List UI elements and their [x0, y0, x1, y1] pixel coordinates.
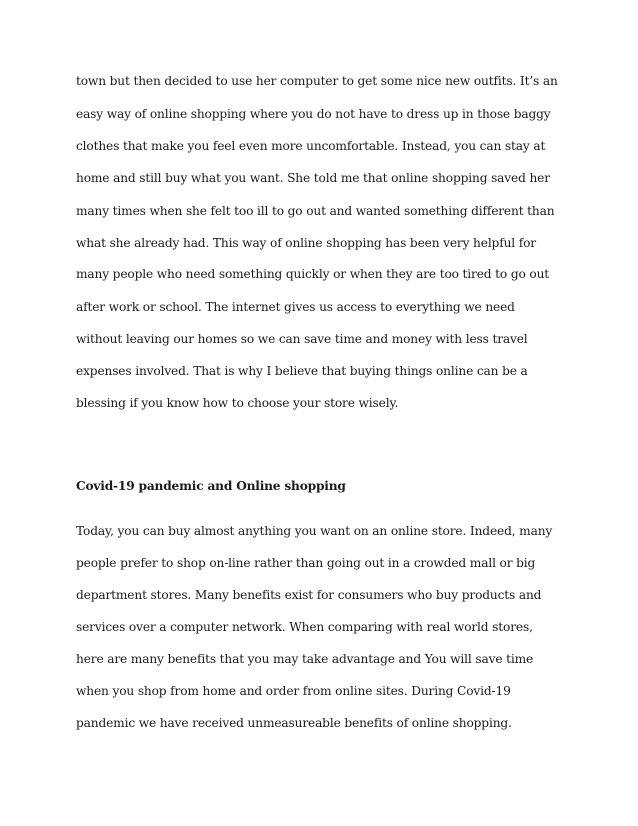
paragraph-1-line-5: many times when she felt too ill to go out and wanted something different than: [76, 204, 555, 218]
paragraph-1-line-9: without leaving our homes so we can save time and money with less travel: [76, 332, 528, 346]
paragraph-1-line-6: what she already had. This way of online shopping has been very helpful for: [76, 236, 536, 250]
paragraph-1-line-8: after work or school. The internet gives us access to everything we need: [76, 300, 515, 314]
paragraph-1-line-1: town but then decided to use her computer to get some nice new outfits. It’s an: [76, 74, 558, 88]
paragraph-1-line-2: easy way of online shopping where you do not have to dress up in those baggy: [76, 107, 551, 121]
paragraph-2-line-1: Today, you can buy almost anything you want on an online store. Indeed, many: [76, 524, 553, 538]
paragraph-2-line-7: pandemic we have received unmeasureable benefits of online shopping.: [76, 716, 512, 730]
paragraph-1-line-4: home and still buy what you want. She told me that online shopping saved her: [76, 171, 550, 185]
paragraph-1-line-11: blessing if you know how to choose your store wisely.: [76, 396, 399, 410]
paragraph-2-line-6: when you shop from home and order from online sites. During Covid-19: [76, 684, 511, 698]
paragraph-1-line-7: many people who need something quickly or when they are too tired to go out: [76, 267, 550, 281]
paragraph-1-line-3: clothes that make you feel even more uncomfortable. Instead, you can stay at: [76, 139, 546, 153]
paragraph-2-line-3: department stores. Many benefits exist for consumers who buy products and: [76, 588, 542, 602]
paragraph-2-line-5: here are many benefits that you may take advantage and You will save time: [76, 652, 534, 666]
paragraph-1-line-10: expenses involved. That is why I believe that buying things online can be a: [76, 364, 528, 378]
section-heading: Covid-19 pandemic and Online shopping: [76, 479, 346, 493]
paragraph-2-line-2: people prefer to shop on-line rather than going out in a crowded mall or big: [76, 556, 536, 570]
paragraph-2-line-4: services over a computer network. When comparing with real world stores,: [76, 620, 533, 634]
